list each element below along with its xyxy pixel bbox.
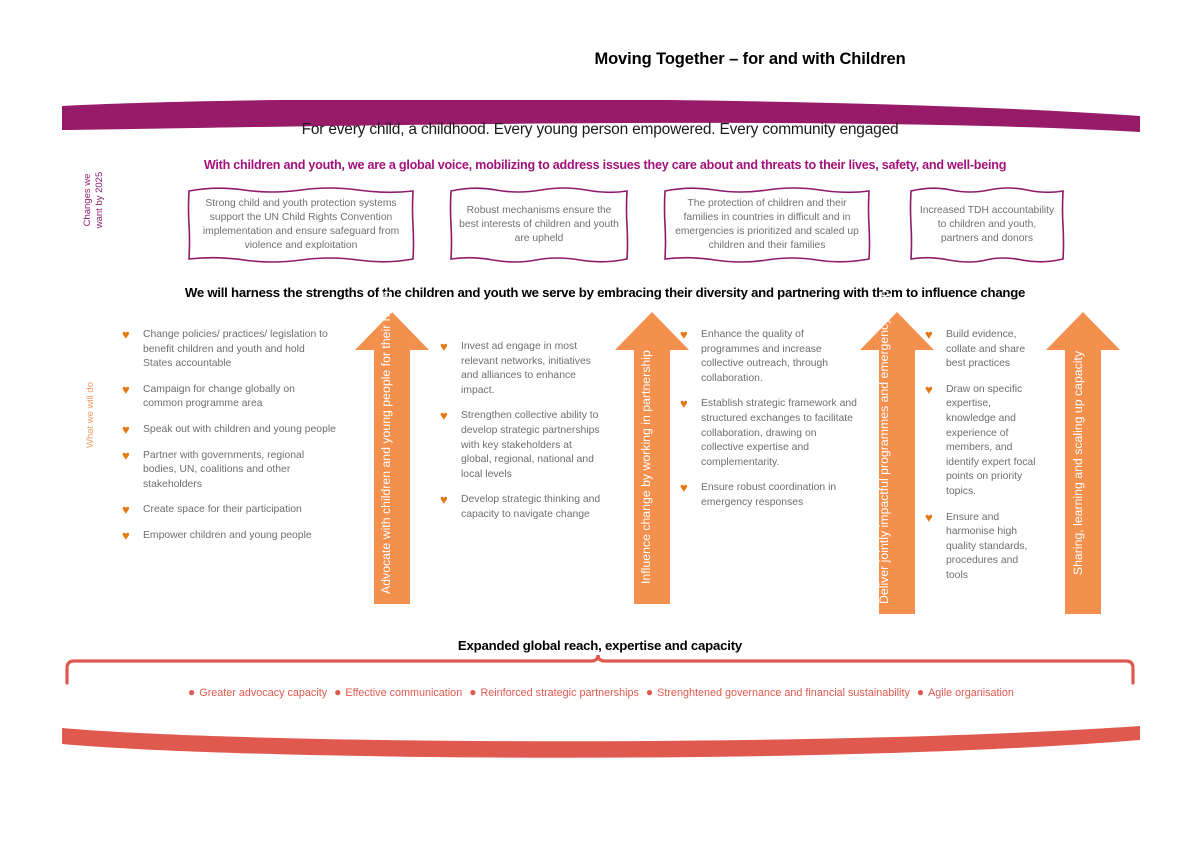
list-item xyxy=(440,409,605,482)
outcome-text-3: The protection of children and their families in countries in difficult and in emergencies is prioritized and scaled up children and their families xyxy=(675,197,859,252)
heart-icon: ♥ xyxy=(440,408,448,424)
list-item xyxy=(440,493,605,522)
brace-shape xyxy=(64,655,1136,685)
bullet-text: Change policies/ practices/ legislation to benefit children and youth and hold States accountable xyxy=(143,329,328,370)
heart-icon: ♥ xyxy=(925,381,933,397)
list-item xyxy=(122,328,337,372)
enabler-label-1: Greater advocacy capacity xyxy=(199,687,328,699)
enabler-label-5: Agile organisation xyxy=(928,687,1014,699)
side-label-changes-by-2025 xyxy=(82,145,106,255)
pillar-bullets-1 xyxy=(122,328,337,555)
red-bottom-arc xyxy=(62,718,1140,758)
vision-statement: For every child, a childhood. Every young person empowered. Every community engaged xyxy=(301,121,899,138)
bullet-dot-icon: ● xyxy=(645,685,654,699)
page-title: Moving Together – for and with Children xyxy=(594,50,906,68)
bullet-text: Ensure and harmonise high quality standards, procedures and tools xyxy=(946,511,1028,581)
list-item xyxy=(680,481,860,510)
bullet-text: Develop strategic thinking and capacity to navigate change xyxy=(461,494,601,520)
bullet-text: Enhance the quality of programmes and increase collective outreach, through collaboration. xyxy=(701,329,829,384)
enabler-label-3: Reinforced strategic partnerships xyxy=(480,687,639,699)
bullet-text: Empower children and young people xyxy=(143,529,312,541)
list-item xyxy=(122,529,337,544)
heart-icon: ♥ xyxy=(122,327,130,342)
bullet-text: Ensure robust coordination in emergency responses xyxy=(701,482,837,508)
enablers-list xyxy=(80,685,1120,699)
pillar-arrow-label-3: Deliver jointly impactful programmes and emergency responses xyxy=(877,257,891,604)
list-item xyxy=(925,511,1040,584)
outcome-box-4[interactable] xyxy=(908,186,1066,264)
heart-icon: ♥ xyxy=(122,502,130,518)
outcome-text-2: Robust mechanisms ensure the best interests of children and youth are upheld xyxy=(459,204,619,245)
bullet-text: Campaign for change globally on common programme area xyxy=(143,383,295,410)
outcome-box-3[interactable] xyxy=(662,186,872,264)
pillar-arrow-2[interactable] xyxy=(615,312,689,604)
pillar-arrow-3[interactable] xyxy=(860,257,934,614)
strategy-statement: We will harness the strengths of the children and youth we serve by embracing their diversity and partnering with them to influence change xyxy=(184,285,1026,300)
list-item xyxy=(122,383,337,412)
outcome-text-1: Strong child and youth protection systems support the UN Child Rights Convention implementation and ensure safeguard from violence and exploitation xyxy=(202,197,400,252)
enabler-label-2: Effective communication xyxy=(345,687,463,699)
list-item xyxy=(925,383,1040,500)
pillar-arrow-label-4: Sharing, learning and scaling up capacity xyxy=(1071,350,1085,576)
list-item xyxy=(122,503,337,518)
list-item xyxy=(925,328,1040,372)
bullet-dot-icon: ● xyxy=(916,685,925,699)
bullet-text: Establish strategic framework and structured exchanges to facilitate collaboration, drawing on collective expertise and complementarity. xyxy=(701,398,857,468)
outcome-box-2[interactable] xyxy=(448,186,630,264)
list-item xyxy=(122,449,337,493)
bullet-dot-icon: ● xyxy=(188,685,196,699)
list-item xyxy=(440,340,605,398)
pillar-bullets-3 xyxy=(680,328,860,522)
outcome-box-1[interactable] xyxy=(186,186,416,264)
mission-statement: With children and youth, we are a global voice, mobilizing to address issues they care about and threats to their lives, safety, and well-being xyxy=(203,158,1007,172)
list-item xyxy=(680,397,860,470)
heart-icon: ♥ xyxy=(440,339,448,354)
heart-icon: ♥ xyxy=(680,327,688,342)
bullet-text: Create space for their participation xyxy=(143,504,302,516)
pillar-bullets-4 xyxy=(925,328,1040,595)
pillar-arrow-1[interactable] xyxy=(355,291,429,604)
bullet-text: Partner with governments, regional bodies, UN, coalitions and other stakeholders xyxy=(143,449,305,490)
pillar-arrow-4[interactable] xyxy=(1046,312,1120,614)
outcome-text-4: Increased TDH accountability to children and youth, partners and donors xyxy=(919,204,1055,245)
pillar-bullets-2 xyxy=(440,340,605,534)
heart-icon: ♥ xyxy=(122,381,130,397)
side-label-changes-line1: Changes we xyxy=(82,173,93,227)
heart-icon: ♥ xyxy=(122,527,130,543)
enabler-label-4: Strenghtened governance and financial sustainability xyxy=(657,687,910,699)
bullet-dot-icon: ● xyxy=(469,685,477,699)
heart-icon: ♥ xyxy=(680,480,688,496)
bullet-text: Draw on specific expertise, knowledge and experience of members, and identify expert focal points on priority topics. xyxy=(946,383,1036,497)
heart-icon: ♥ xyxy=(440,492,448,508)
side-label-changes-line2: want by 2025 xyxy=(94,171,105,229)
heart-icon: ♥ xyxy=(122,447,130,463)
pillar-arrow-label-2: Influence change by working in partnership xyxy=(639,350,653,584)
bullet-dot-icon: ● xyxy=(334,685,342,699)
list-item xyxy=(122,423,337,438)
bullet-text: Build evidence, collate and share best practices xyxy=(946,329,1026,370)
heart-icon: ♥ xyxy=(925,509,933,525)
bullet-text: Strengthen collective ability to develop strategic partnerships with key stakeholders at global, regional, national and local levels xyxy=(461,410,600,480)
heart-icon: ♥ xyxy=(925,327,933,342)
list-item xyxy=(680,328,860,386)
heart-icon: ♥ xyxy=(680,396,688,412)
arrow-up-shape-3 xyxy=(860,257,934,614)
enablers-brace xyxy=(64,655,1136,685)
bullet-text: Speak out with children and young people xyxy=(143,423,336,435)
side-label-what-we-will-do: What we will do xyxy=(85,382,96,448)
enablers-title: Expanded global reach, expertise and capacity xyxy=(457,638,743,653)
red-arc-shape xyxy=(62,718,1140,758)
heart-icon: ♥ xyxy=(122,421,130,437)
pillar-arrow-label-1: Advocate with children and young people for their rights xyxy=(379,291,393,594)
bullet-text: Invest ad engage in most relevant networks, initiatives and alliances to enhance impact. xyxy=(461,341,591,396)
